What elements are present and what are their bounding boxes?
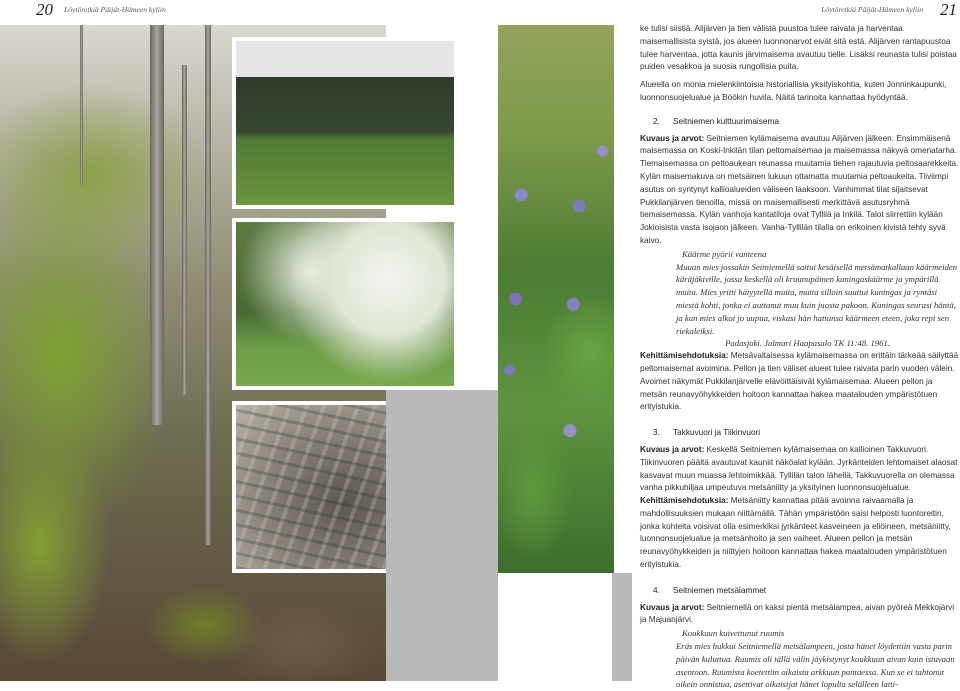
- section-4-heading: 4. Seitniemen metsälammet: [653, 585, 767, 595]
- story-text: Muuan mies jossakin Seitniemellä sattui kesäisellä metsämatkallaan käärmeiden käräjäkiville, jossa keskellä oli kruunupäinen kuningaskäärme ja ympärillä muita. Mies yritti hätyytellä muita, mutta silloin suuttui kuningas ja ryntäsi miestä kohti, jonka ei auttanut muu kuin juosta pakoon. Kuningas seurasi häntä, ja kun mies alkoi jo uupua, viskasi hän hattunsa käärmeen eteen, joka repi sen riekaleiksi.: [676, 261, 958, 336]
- story-title: Koukkuun kuivettunut ruumis: [682, 628, 785, 639]
- apple-orchard-photo: [232, 218, 458, 390]
- red-house-field-photo: [232, 37, 458, 209]
- grey-panel-small: [612, 573, 632, 681]
- section-2-story: [640, 248, 960, 350]
- intro-paragraph-2: Alueella on monia mielenkiintoisia historiallisia yksityiskohtia, kuten Jonninkaupunki, luonnonsuojelualue ja Böökin huvila. Näitä tarinoita kannattaa hyödyntää.: [640, 80, 947, 102]
- section-3-heading: 3. Takkuvuori ja Tiikinvuori: [653, 428, 761, 438]
- left-page-number: 20: [36, 0, 53, 19]
- right-running-head: Löytöretkiä Päijät-Hämeen kyliin: [821, 5, 923, 14]
- section-4-description: Kuvaus ja arvot: Seitniemellä on kaksi pientä metsälampea, aivan pyöreä Mekkojärvi ja Majuanjärvi.: [640, 602, 955, 625]
- section-2-description: Kuvaus ja arvot: Seitniemen kylämaisema avautuu Alijärven jälkeen. Ensimmäisenä maisemassa on Koski-Inkilän tilan peltomaisemaa ja maisemassa näkyvä omenatarha. Tiemaisemassa on peltoaukean reunassa muutamia tiehen rajautuvia peltosaarekkeita. Kylän maisemakuva on metsäinen lukuun ottamatta muutamia peltoaukeita. Tiiviimpi asutus on syntynyt kallioalueiden väliseen laaksoon. Vanhimmat tilat sijaitsevat Pukkilanjärven tienoilla, missä on maisemallisesti merkittävä asutusryhmä tiemaisemassa. Kylän vanhoja kantatiloja ovat Tyllilä ja Inkilä. Talot siirrettiin kylään Jokioisista vasta isojaon jälkeen. Vanha-Tyllilän tilalla on erikoinen kivistä tehty syvä kaivo.: [640, 133, 959, 245]
- section-3-description: Kuvaus ja arvot: Keskellä Seitniemen kylämaisemaa on kallioinen Takkuvuori. Tiikinvuoren päältä avautuvat kauniit näköalat kylään. Jyrkänteiden lehtomaiset alaosat kasvavat muun muassa lehtoimikkää. Tyllilän talon lähellä, Takkuvuorella on olemassa vanha pikkuhiljaa umpeutuva metsäniitty ja yksityinen luonnonsuojelualue.: [640, 444, 958, 493]
- lungwort-flowers-photo: [498, 25, 614, 573]
- story-source: Padasjoki. Jalmari Haapasalo TK 11:48. 1961.: [725, 338, 890, 349]
- grey-panel: [386, 390, 498, 681]
- section-4-story: [640, 627, 960, 691]
- section-3-proposals: Kehittämisehdotuksia: Metsäniitty kannattaa pitää avoinna raivaamalla ja mahdollisuuksien mukaan niittämällä. Tähän ympäristöön saisi helposti luontoreitin, jonka kohteita voisivat olla esimerkiksi jyrkänteet kasveineen ja eliöineen, metsäniitty, luonnonsuojelualue ja metsänhoito ja sen vaiheet. Alueen pellon ja metsän reunavyöhykkeiden ja niittyjen hoitoon kannattaa hakea maatalouden ympäristötuen erityistukia.: [640, 496, 951, 570]
- intro-paragraph-1: ke tulisi siistiä. Alijärven ja tien välistä puustoa tulee raivata ja harventaa maisemallisista syistä, jos alueen luonnonarvot eivät sitä estä. Alijärven rantapuustoa tulee harventaa, jotta kaunis järvimaisema avautuu tielle. Lisäksi reunasta tulisi poistaa puiden vesakkoa ja suosia rungollisia puita.: [640, 24, 957, 72]
- story-text: Eräs mies hukkui Seitniemellä metsälampeen, josta hänet löydettiin vasta parin päivän kuluttua. Ruumis oli tällä välin jäykistynyt koukkuun aivan kuin istuvaan asentoon. Ruumista koetettiin oikaista arkkuun pantaessa. Kun se ei tahtonut oikein onnistua, asettivat oikaisijat hänet lopulta selälleen latti-: [676, 641, 955, 690]
- right-page-number: 21: [940, 0, 957, 19]
- article-text-column: [640, 23, 960, 691]
- left-running-head: Löytöretkiä Päijät-Hämeen kyliin: [64, 5, 166, 14]
- story-title: Käärme pyörii vanteena: [682, 248, 767, 259]
- section-2-proposals: Kehittämisehdotuksia: Metsävaltaisessa kylämaisemassa on erittäin tärkeää säilyttää peltomaisemat avoimina. Pellon ja tien väliset alueet tulee raivata parin vuoden välein. Avoimet näkymät Pukkilanjärvelle elävöittäisivät kylämaisemaa. Alueen pellon ja metsän reunavyöhykkeiden hoitoon kannattaa hakea maatalouden ympäristötuen erityistukia.: [640, 351, 959, 412]
- section-2-heading: 2. Seitniemen kulttuurimaisema: [653, 116, 779, 126]
